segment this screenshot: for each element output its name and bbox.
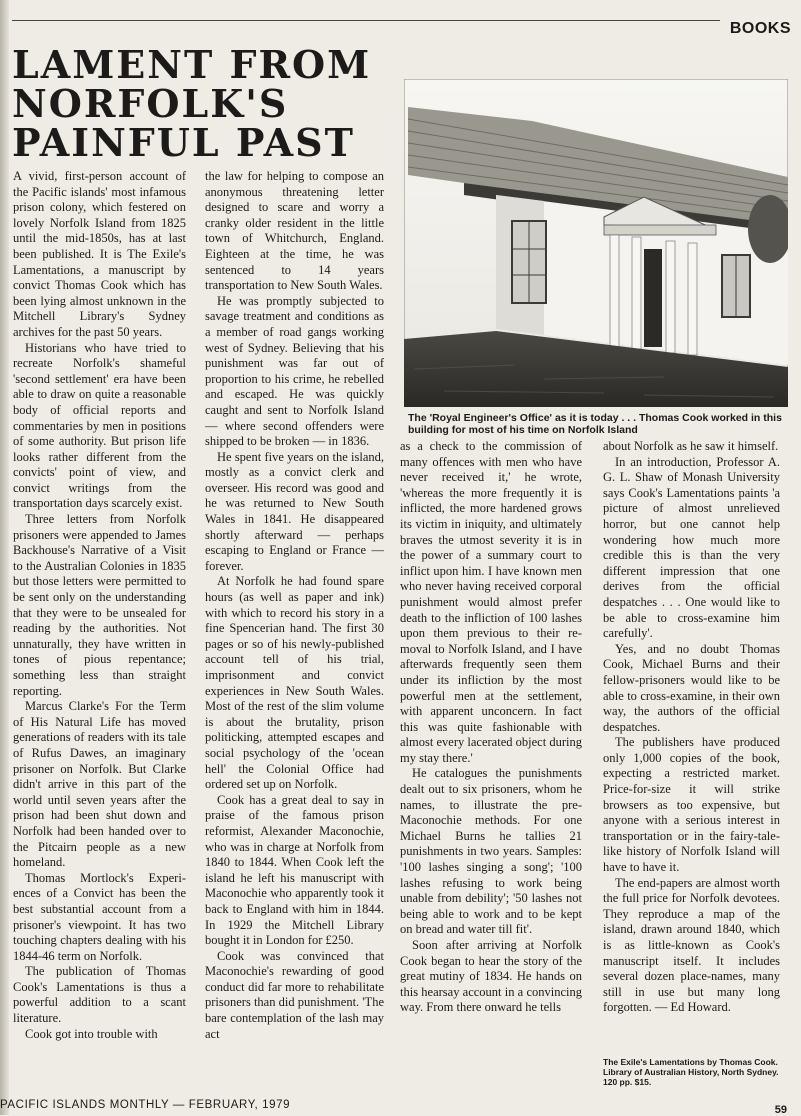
photo-caption: The 'Royal Engineer's Office' as it is today . . . Thomas Cook worked in this building for most of his time on Norfolk Island	[408, 412, 782, 436]
paragraph: Yes, and no doubt Thomas Cook, Michael Burns and their fellow-prisoners would like to be able to cross-examine, in their own way, the authors of the official despatches.	[603, 641, 780, 734]
paragraph: Marcus Clarke's For the Term of His Natural Life has moved generations of readers with its tale of Rufus Dawes, an imaginary prisoner on Norfolk. But Clarke didn't arrive in this part of the world until seven years after the prison had been shut down and Norfolk had been handed over to the Pitcairn people as a new homeland.	[13, 699, 186, 870]
book-info: The Exile's Lamentations by Thomas Cook. Library of Australian History, North Sydney. 120 pp. $15.	[603, 1057, 779, 1087]
headline	[12, 42, 402, 165]
paragraph: Cook has a great deal to say in praise of the famous prison reformist, Alexander Maconochie, who was in charge at Norfolk from 1840 to 1844. When Cook left the island he left his manuscript with Maconochie who apparently took it back to England with him in 1844. In 1929 the Mitchell Library bought it in London for £250.	[205, 792, 384, 948]
article-column-3	[400, 439, 582, 1087]
page-number: 59	[774, 1104, 787, 1116]
paragraph: Three letters from Norfolk prisoners were appended to James Backhouse's Narrative of a Visit to the Australian Colonies in 1835 but those letters were permitted to be sent only on the understanding that they were to be unsealed for reading by the authorities. Not unnaturally, they have written in tones of pious repentance; something less than straight reporting.	[13, 512, 186, 698]
paragraph: Thomas Mortlock's Experiences of a Convict has been the best substantial account from a prisoner's viewpoint. It has two touching chapters dealing with his 1844-46 term on Norfolk.	[13, 870, 186, 963]
paragraph: The publishers have produced only 1,000 copies of the book, expecting a restricted market. Price-for-size it will strike browsers as too expensive, but anyone with a serious interest in transportation or in the fairy-tale-like history of Norfolk Island will have to have it.	[603, 735, 780, 875]
paragraph: At Norfolk he had found spare hours (as well as paper and ink) with which to record his story in a fine Spencerian hand. The first 30 pages or so of his newly-published account tell of his trial, imprisonment and convict experiences in New South Wales. Most of the rest of the slim volume is about the brutality, prison politicking, attempted escapes and social psychology of the 'ocean hell' the Colonial Office had ordered set up on Norfolk.	[205, 574, 384, 792]
building-photo	[404, 79, 788, 407]
paragraph: The publication of Thomas Cook's Lamentations is thus a powerful addition to a scant literature.	[13, 964, 186, 1026]
paragraph: Historians who have tried to recreate Norfolk's shameful 'second settlement' era have been able to draw on quite a reasonable body of official reports and commentaries by men in positions of some authority. But prison life looks rather different from the convicts' point of view, and convict writings from the transportation days scarcely exist.	[13, 340, 186, 511]
paragraph: Soon after arriving at Norfolk Cook began to hear the story of the great mutiny of 1834. He hands on this hearsay account in a convincing way. From there onward he tells	[400, 938, 582, 1015]
section-label: BOOKS	[729, 20, 791, 37]
paragraph: He was promptly subjected to savage treatment and conditions as a member of road gangs working west of Sydney. Believing that his punishment was far out of proportion to his crime, he rebelled and escaped. He was quickly caught and sent to Norfolk Island — where second offenders were shipped to be broken — in 1836.	[205, 293, 384, 449]
paragraph: as a check to the commission of many offences with men who have never received it,' he wrote, 'whereas the more frequently it is inflicted, the more hardened grows its victim in iniquity, and ultimately braves the utmost severity it is in the power of a summary court to inflict upon him. I have known men who never having received corporal punishment would almost prefer death to the infliction of 100 lashes upon them previous to their removal to Norfolk Island, and I have afterwards frequently seen them under its infliction by the most powerful men at the settlement, with apparent unconcern. In fact this was quite fashionable with almost every lacerated object during my stay there.'	[400, 439, 582, 765]
article-column-4	[603, 439, 780, 1019]
footer: PACIFIC ISLANDS MONTHLY — FEBRUARY, 1979	[0, 1099, 291, 1111]
paragraph: Cook was convinced that Maconochie's rewarding of good conduct did far more to rehabilitate prisoners than did punishment. 'The bare contemplation of the lash may act	[205, 948, 384, 1041]
article-column-2	[205, 169, 384, 1087]
top-rule	[12, 20, 720, 21]
article-column-1	[13, 169, 186, 1087]
headline-line-2: NORFOLK'S	[12, 81, 289, 126]
paragraph: about Norfolk as he saw it himself.	[603, 439, 779, 453]
paragraph: the law for helping to compose an anonymous threatening letter designed to scare and worry a cranky older resident in the little town of Whitchurch, England. Eighteen at the time, he was sentenced to 14 years transportation to New South Wales.	[205, 169, 384, 293]
headline-line-1: LAMENT FROM	[12, 42, 372, 87]
paragraph: He spent five years on the island, mostly as a convict clerk and overseer. His record was good and he was returned to New South Wales in 1841. He disappeared shortly afterward — perhaps escaping to England or France — forever.	[205, 449, 384, 573]
paragraph: A vivid, first-person account of the Pacific islands' most infamous prison colony, which festered on lovely Norfolk Island from 1825 until the mid-1850s, has at last been published. It is The Exile's Lamentations, a manuscript by convict Thomas Cook which has been lying almost unknown in the Mitchell Library's Sydney archives for the past 50 years.	[13, 169, 186, 339]
paragraph: The end-papers are almost worth the full price for Norfolk devotees. They reproduce a map of the island, drawn around 1840, which is as little-known as Cook's manuscript itself. It includes several dozen place-names, many still in use but many long forgotten. — Ed Howard.	[603, 875, 780, 1015]
paragraph: He catalogues the punishments dealt out to six prisoners, whom he names, to illustrate the pre-Maconochie methods. For one Michael Burns he tallies 21 punishments in two years. Samples: '100 lashes singing a song'; '100 lashes refusing to work being unable from debility'; '50 lashes not being able to work and to be kept on bread and water till fit'.	[400, 766, 582, 937]
paragraph: Cook got into trouble with	[25, 1026, 158, 1041]
headline-line-3: PAINFUL PAST	[12, 120, 355, 165]
paragraph: In an introduction, Professor A. G. L. Shaw of Monash University says Cook's Lamentations paints 'a picture of almost unrelieved horror, but one cannot help wondering how much more credible this is than the very different impression that one derives from the official despatches . . . One would like to be able to cross-examine him carefully'.	[603, 454, 780, 641]
page-edge	[0, 0, 9, 1115]
